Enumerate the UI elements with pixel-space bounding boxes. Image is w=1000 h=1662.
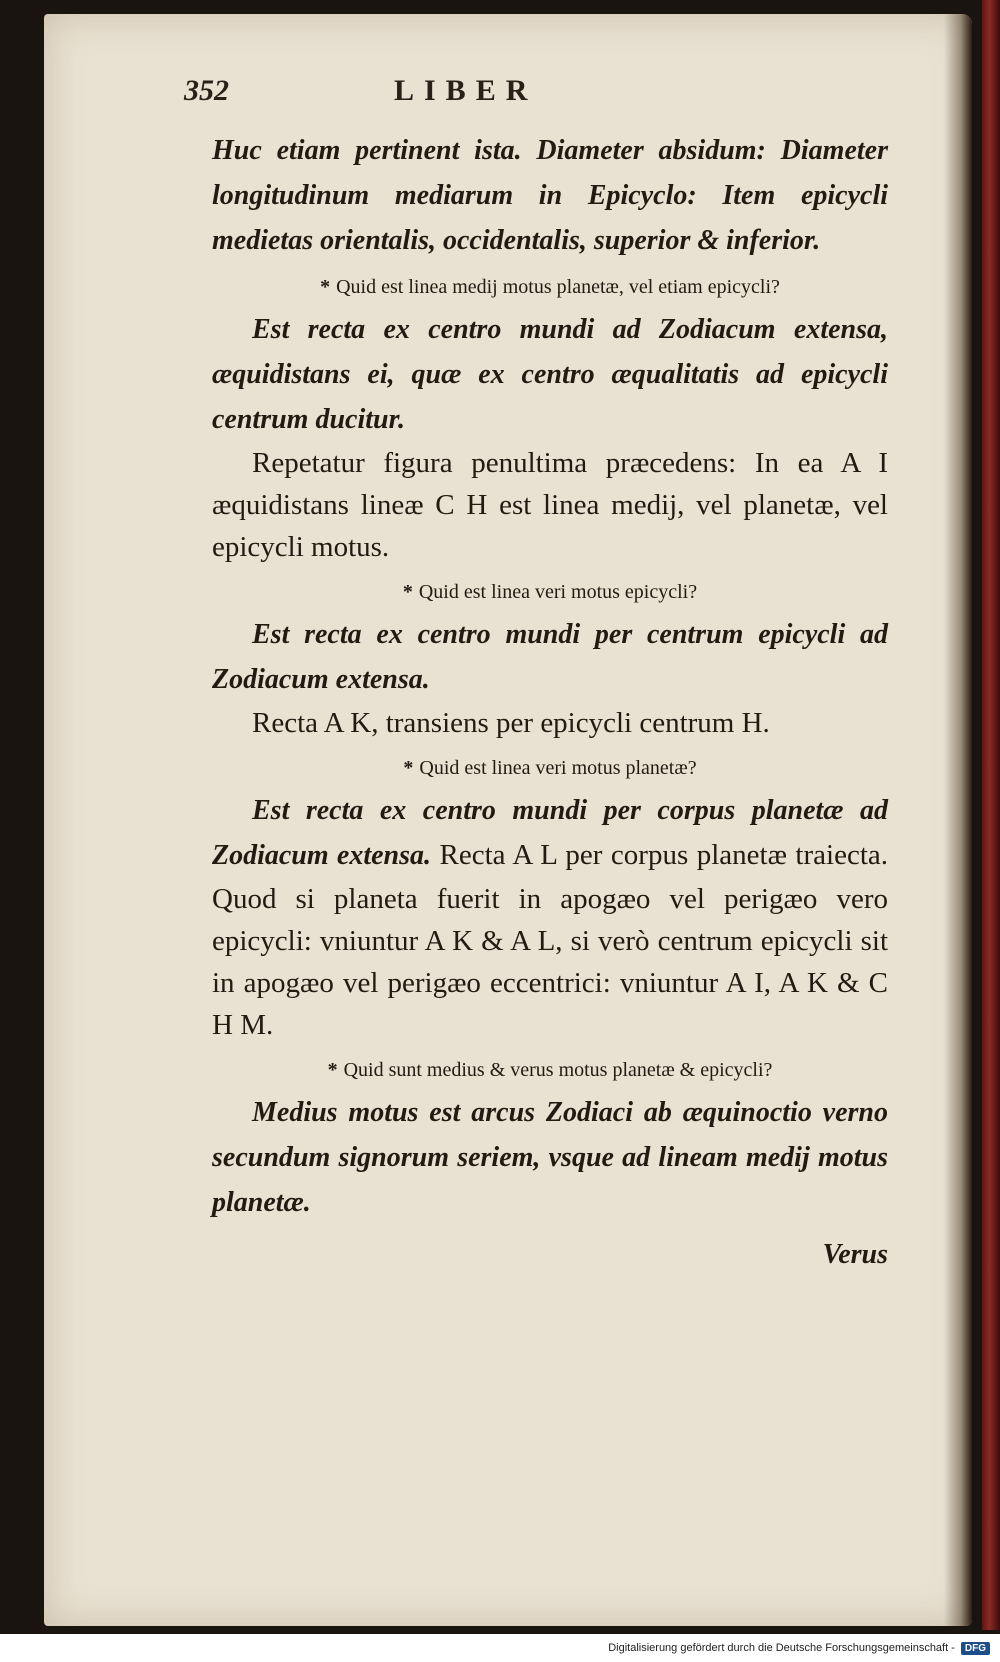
paragraph-5: Recta A K, transiens per epicycli centrum H. bbox=[252, 707, 770, 739]
paragraph-3: Repetatur figura penultima præcedens: In ea A I æquidistans lineæ C H est linea medij, vel planetæ, vel epicycli motus. bbox=[212, 447, 888, 563]
footer-credit: Digitalisierung gefördert durch die Deutsche Forschungsgemeinschaft - bbox=[608, 1642, 955, 1654]
question-3 bbox=[212, 754, 888, 782]
running-title: LIBER bbox=[394, 74, 538, 107]
question-text: Quid est linea medij motus planetæ, vel etiam epicycli? bbox=[336, 276, 780, 298]
page-number: 352 bbox=[184, 74, 229, 107]
page-gutter-shadow bbox=[944, 14, 972, 1626]
paragraph-7: Medius motus est arcus Zodiaci ab æquinoctio verno secundum signorum seriem, vsque ad lineam medij motus planetæ. bbox=[212, 1097, 888, 1218]
asterisk-icon: * bbox=[327, 1059, 338, 1081]
asterisk-icon: * bbox=[320, 276, 331, 298]
asterisk-icon: * bbox=[403, 757, 414, 779]
paragraph-6 bbox=[212, 788, 888, 1046]
dfg-logo: DFG bbox=[961, 1642, 990, 1655]
question-text: Quid sunt medius & verus motus planetæ & epicycli? bbox=[343, 1059, 773, 1081]
paragraph-6-italic: Est recta ex centro mundi per corpus planetæ ad Zodiacum extensa. bbox=[212, 795, 888, 871]
running-header bbox=[184, 74, 940, 108]
paragraph-6-roman: Recta A L per corpus planetæ traiecta. Quod si planeta fuerit in apogæo vel perigæo vero epicycli: vniuntur A K & A L, si verò centrum epicycli sit in apogæo vel perigæo eccentrici: vniuntur A I, A K & C H M. bbox=[212, 839, 888, 1041]
catchword: Verus bbox=[822, 1239, 888, 1270]
paragraph-4: Est recta ex centro mundi per centrum epicycli ad Zodiacum extensa. bbox=[212, 619, 888, 695]
paragraph-1: Huc etiam pertinent ista. Diameter absidum: Diameter longitudinum mediarum in Epicyclo: Item epicycli medietas orientalis, occidentalis, superior & inferior. bbox=[212, 135, 888, 256]
book-spine bbox=[982, 0, 1000, 1630]
paragraph-2: Est recta ex centro mundi ad Zodiacum extensa, æquidistans ei, quæ ex centro æqualitatis ad epicycli centrum ducitur. bbox=[212, 314, 888, 435]
question-1 bbox=[212, 273, 888, 301]
page-text bbox=[212, 128, 888, 1271]
question-4 bbox=[212, 1056, 888, 1084]
question-text: Quid est linea veri motus planetæ? bbox=[419, 757, 697, 779]
digitization-footer bbox=[0, 1634, 1000, 1662]
question-text: Quid est linea veri motus epicycli? bbox=[418, 581, 698, 603]
question-2 bbox=[212, 578, 888, 606]
asterisk-icon: * bbox=[402, 581, 413, 603]
